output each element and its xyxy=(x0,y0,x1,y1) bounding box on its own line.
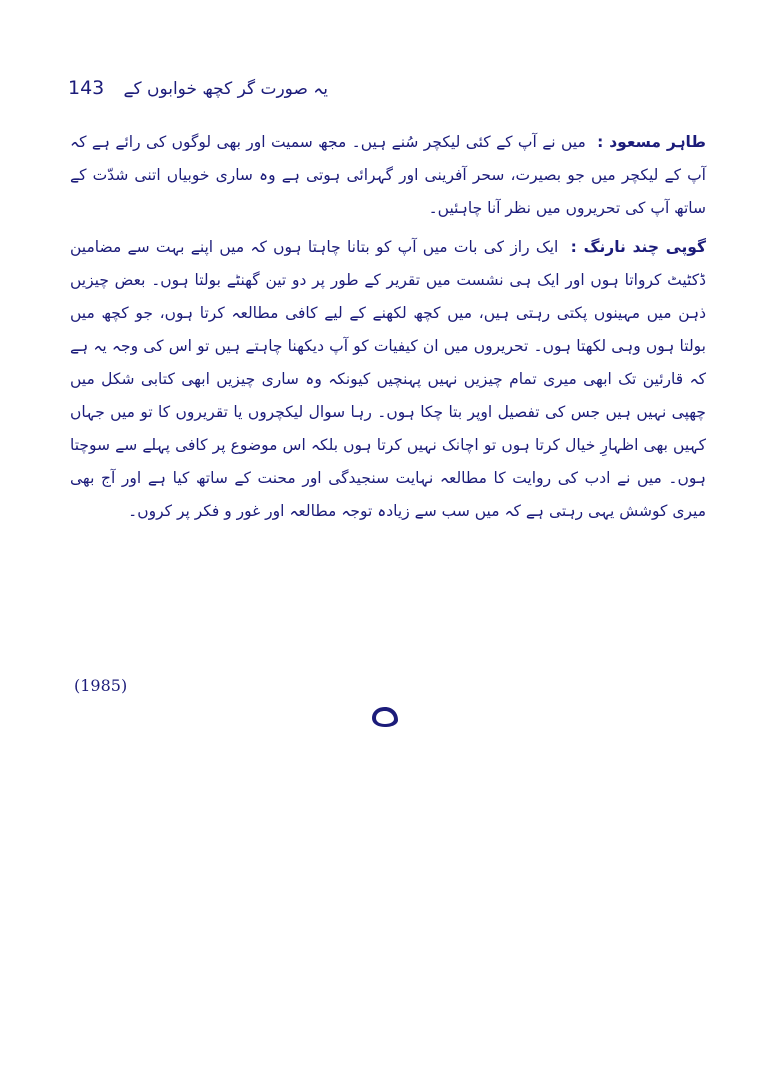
speaker-name: طاہر مسعود : xyxy=(597,133,706,151)
paragraph-text: ایک راز کی بات میں آپ کو بتانا چاہتا ہوں کہ میں اپنے بہت سے مضامین ڈکٹیٹ کرواتا ہوں اور ایک ہی نشست میں تقریر کے طور پر دو تین گھنٹے بولتا ہوں۔ بعض چیزیں ذہن میں مہینوں پکتی رہتی ہیں، میں کچھ لکھنے کے لیے کافی مطالعہ کرتا ہوں، جو کچھ میں بولتا ہوں وہی لکھتا ہوں۔ تحریروں میں ان کیفیات کو آپ دیکھنا چاہتے ہیں تو اس کی وجہ یہ ہے کہ قارئین تک ابھی میری تمام چیزیں نہیں پہنچیں کیونکہ وہ ساری چیزیں ابھی کتابی شکل میں چھپی نہیں ہیں جس کی تفصیل اوپر بتا چکا ہوں۔ رہا سوال لیکچروں یا تقریروں کا تو میں جہاں کہیں بھی اظہارِ خیال کرتا ہوں تو اچانک نہیں کرتا ہوں بلکہ اس موضوع پر کافی پہلے سے سوچتا ہوں۔ میں نے ادب کی روایت کا مطالعہ نہایت سنجیدگی اور محنت کے ساتھ کیا ہے اور آج بھی میری کوشش یہی رہتی ہے کہ میں سب سے زیادہ توجہ مطالعہ اور غور و فکر پر کروں۔ xyxy=(70,238,706,520)
page-header xyxy=(68,70,328,106)
paragraph-text: میں نے آپ کے کئی لیکچر سُنے ہیں۔ مجھ سمیت اور بھی لوگوں کی رائے ہے کہ آپ کے لیکچر میں جو بصیرت، سحر آفرینی اور گہرائی ہوتی ہے وہ ساری خوبیاں اتنی شدّت کے ساتھ آپ کی تحریروں میں نظر آنا چاہئیں۔ xyxy=(70,133,706,217)
interview-year: (1985) xyxy=(74,676,128,695)
paragraph-gopi-chand-narang xyxy=(70,231,706,528)
running-title: یہ صورت گر کچھ خوابوں کے xyxy=(123,78,328,99)
page-number: 143 xyxy=(68,77,105,99)
speaker-name: گوپی چند نارنگ : xyxy=(570,238,706,256)
circle-end-mark-icon xyxy=(368,704,402,730)
paragraph-tahir-masood xyxy=(70,126,706,225)
interview-text xyxy=(70,126,706,534)
